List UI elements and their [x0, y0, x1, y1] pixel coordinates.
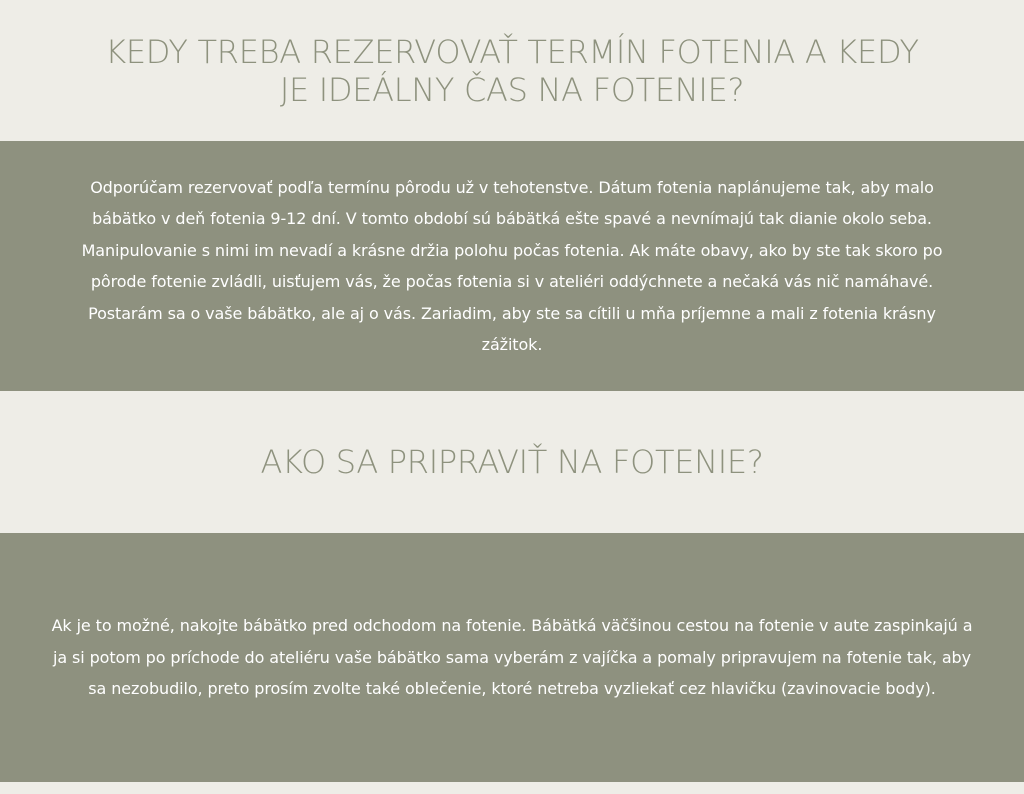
section-1-paragraph: Odporúčam rezervovať podľa termínu pôrodu už v tehotenstve. Dátum fotenia naplánujeme tak, aby malo bábätko v deň fotenia 9-12 dní. V tomto období sú bábätká ešte spavé a nevnímajú tak dianie okolo seba. Manipulovanie s nimi im nevadí a krásne držia polohu počas fotenia. Ak máte obavy, ako by ste tak skoro po pôrode fotenie zvládli, uisťujem vás, že počas fotenia si v ateliéri oddýchnete a nečaká vás nič namáhavé. Postarám sa o vaše bábätko, ale aj o vás. Zariadim, aby ste sa cítili u mňa príjemne a mali z fotenia krásny zážitok. [81, 177, 943, 354]
section-2-heading: AKO SA PRIPRAVIŤ NA FOTENIE? [260, 443, 764, 481]
section-2-paragraph: Ak je to možné, nakojte bábätko pred odchodom na fotenie. Bábätká väčšinou cestou na fotenie v aute zaspinkajú a ja si potom po príchode do ateliéru vaše bábätko sama vyberám z vajíčka a pomaly pripravujem na fotenie tak, aby sa nezobudilo, preto prosím zvolte také oblečenie, ktoré netreba vyzliekať cez hlavičku (zavinovacie body). [51, 616, 973, 699]
section-2-text-band [0, 533, 1024, 782]
section-1-text-band [0, 141, 1024, 391]
section-1-heading: KEDY TREBA REZERVOVAŤ TERMÍN FOTENIA A KEDY JE IDEÁLNY ČAS NA FOTENIE? [105, 32, 919, 109]
section-2-heading-band [0, 391, 1024, 533]
section-1-heading-band [0, 0, 1024, 141]
